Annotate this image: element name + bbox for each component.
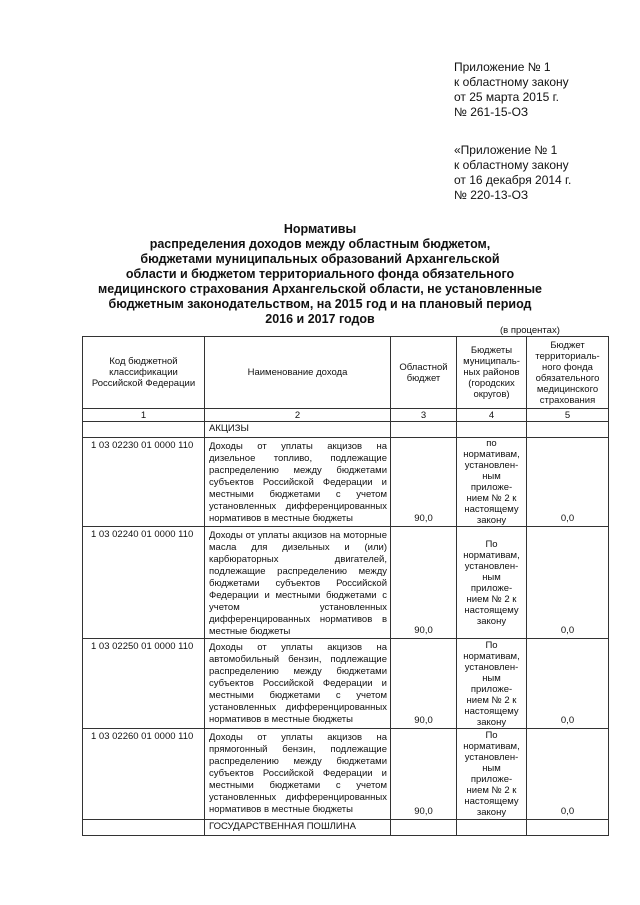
table-row <box>83 639 609 729</box>
revenue-name: Доходы от уплаты акцизов на моторные масла для дизельных и (или) карбюраторных двигателей, подлежащие распределению между бюджетами субъектов Российской Федерации и местными бюджетами с учетом установленных дифференцированных нормативов в местные бюджеты <box>205 527 391 639</box>
header-fund: Бюджет территориаль-ного фонда обязательного медицинского страхования <box>527 337 609 409</box>
section-title: АКЦИЗЫ <box>205 422 391 438</box>
fund-value: 0,0 <box>527 527 609 639</box>
title-line: 2016 и 2017 годов <box>265 312 375 326</box>
header-regional: Областной бюджет <box>391 337 457 409</box>
title-line: распределения доходов между областным бюджетом, <box>149 237 491 251</box>
annex-line: № 220-13-ОЗ <box>454 188 529 202</box>
column-number: 5 <box>527 409 609 422</box>
fund-value: 0,0 <box>527 729 609 820</box>
annex-line: «Приложение № 1 <box>454 143 558 157</box>
title-line: Нормативы <box>283 222 357 236</box>
section-row <box>83 820 609 836</box>
document-title <box>90 222 550 327</box>
table-row <box>83 438 609 527</box>
section-title: ГОСУДАРСТВЕННАЯ ПОШЛИНА <box>205 820 391 836</box>
column-number: 3 <box>391 409 457 422</box>
municipal-value: По нормативам, установлен- ным приложе- нием № 2 к настоящему закону <box>457 527 527 639</box>
annex-line: к областному закону <box>454 158 569 172</box>
annex-line: № 261-15-ОЗ <box>454 105 529 119</box>
column-numbers-row <box>83 409 609 422</box>
municipal-value: по нормативам, установлен- ным приложе- нием № 2 к настоящему закону <box>457 438 527 527</box>
title-line: бюджетным законодательством, на 2015 год и на плановый период <box>108 297 532 311</box>
regional-value: 90,0 <box>391 438 457 527</box>
header-name: Наименование дохода <box>205 337 391 409</box>
header-code: Код бюджетной классификации Российской Федерации <box>83 337 205 409</box>
table-header-row <box>83 337 609 409</box>
column-number: 1 <box>83 409 205 422</box>
budget-code: 1 03 02240 01 0000 110 <box>83 527 205 639</box>
regional-value: 90,0 <box>391 639 457 729</box>
revenue-name: Доходы от уплаты акцизов на дизельное топливо, подлежащие распределению между бюджетами субъектов Российской Федерации и местными бюджетами с учетом установленных дифференцированных нормативов в местные бюджеты <box>205 438 391 527</box>
fund-value: 0,0 <box>527 438 609 527</box>
title-line: бюджетами муниципальных образований Архангельской <box>140 252 500 266</box>
annex-original-reference <box>454 143 571 203</box>
annex-current-reference <box>454 60 569 120</box>
annex-line: от 25 марта 2015 г. <box>454 90 559 104</box>
fund-value: 0,0 <box>527 639 609 729</box>
annex-line: Приложение № 1 <box>454 60 551 74</box>
column-number: 2 <box>205 409 391 422</box>
table-row <box>83 729 609 820</box>
budget-code: 1 03 02230 01 0000 110 <box>83 438 205 527</box>
budget-code: 1 03 02260 01 0000 110 <box>83 729 205 820</box>
section-row <box>83 422 609 438</box>
regional-value: 90,0 <box>391 527 457 639</box>
revenue-name: Доходы от уплаты акцизов на автомобильный бензин, подлежащие распределению между бюджетами субъектов Российской Федерации и местными бюджетами с учетом установленных дифференцированных нормативов в местные бюджеты <box>205 639 391 729</box>
annex-line: от 16 декабря 2014 г. <box>454 173 572 187</box>
municipal-value: По нормативам, установлен- ным приложе- нием № 2 к настоящему закону <box>457 639 527 729</box>
annex-line: к областному закону <box>454 75 569 89</box>
regional-value: 90,0 <box>391 729 457 820</box>
title-line: медицинского страхования Архангельской области, не установленные <box>98 282 542 296</box>
title-line: области и бюджетом территориального фонда обязательного <box>125 267 515 281</box>
revenue-norms-table <box>82 336 609 836</box>
municipal-value: По нормативам, установлен- ным приложе- нием № 2 к настоящему закону <box>457 729 527 820</box>
table-row <box>83 527 609 639</box>
header-municipal: Бюджеты муниципаль-ных районов (городских округов) <box>457 337 527 409</box>
budget-code: 1 03 02250 01 0000 110 <box>83 639 205 729</box>
revenue-name: Доходы от уплаты акцизов на прямогонный бензин, подлежащие распределению между бюджетами субъектов Российской Федерации и местными бюджетами с учетом установленных дифференцированных нормативов в местные бюджеты <box>205 729 391 820</box>
column-number: 4 <box>457 409 527 422</box>
units-note: (в процентах) <box>500 325 560 336</box>
